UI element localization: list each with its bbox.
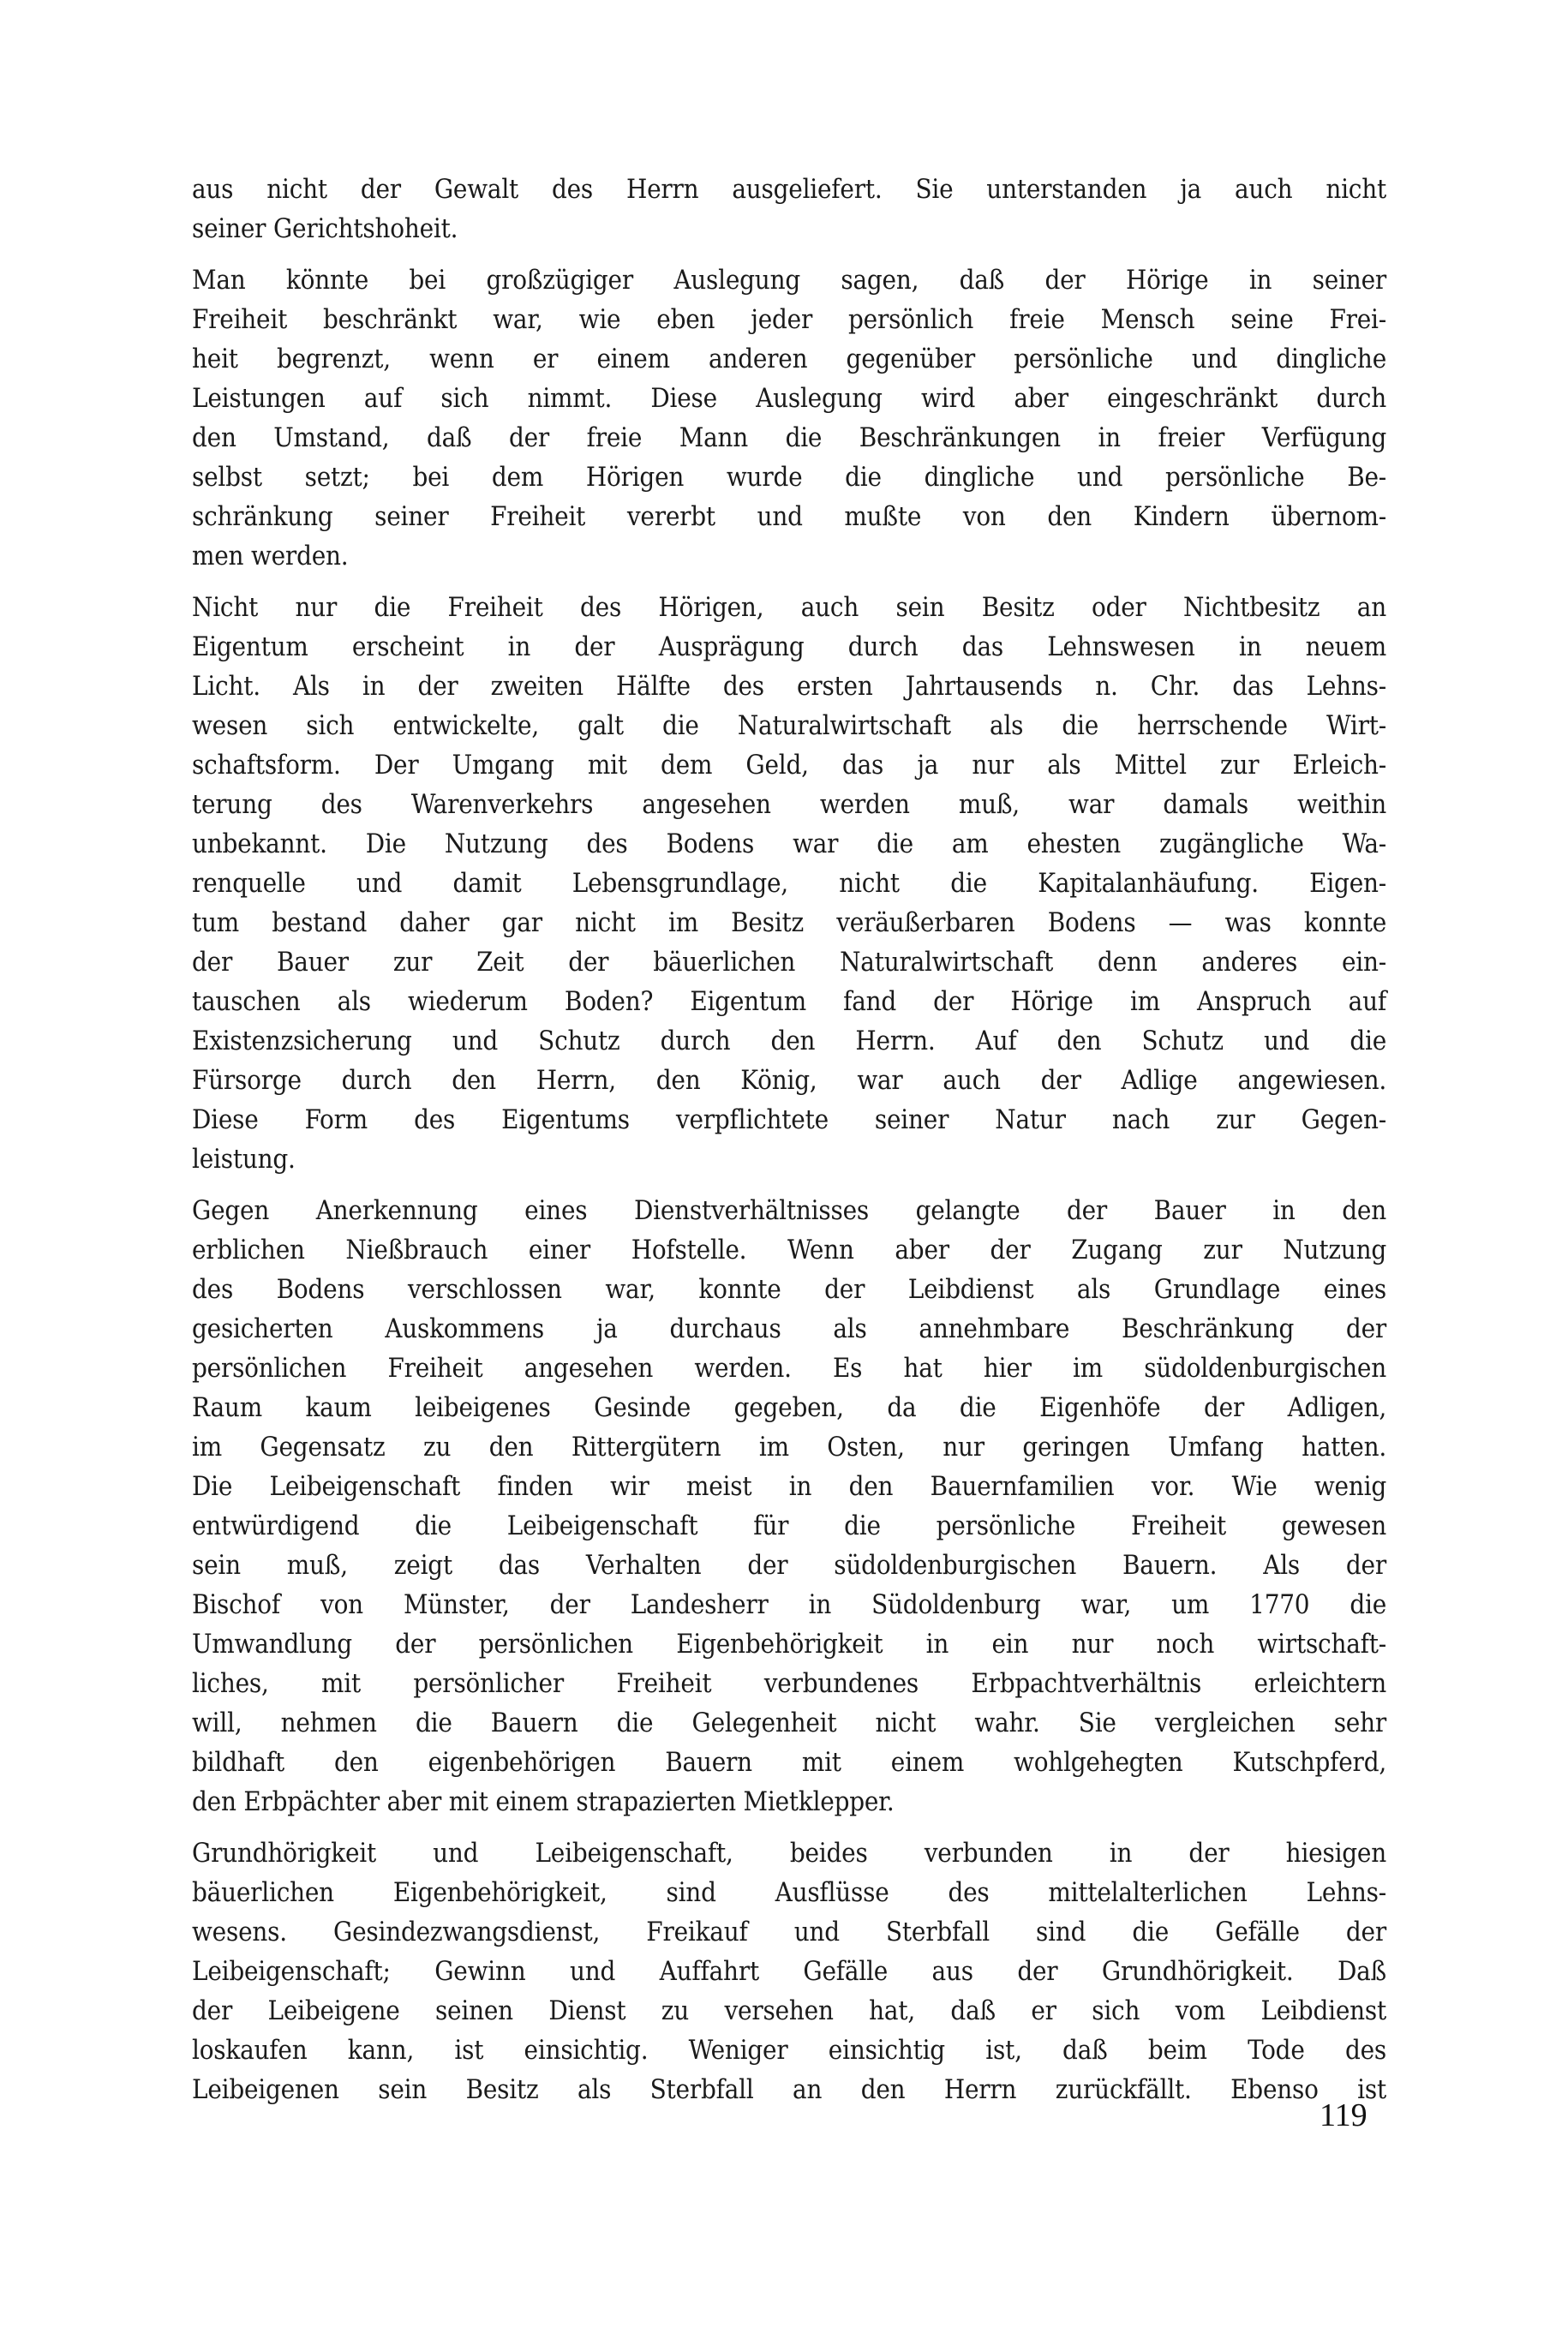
text-line: wesens. Gesindezwangsdienst, Freikauf und Sterbfall sind die Gefälle der [192,1917,1386,1947]
text-line: Umwandlung der persönlichen Eigenbehörigkeit in ein nur noch wirtschaft- [192,1629,1386,1660]
text-line: schränkung seiner Freiheit vererbt und mußte von den Kindern übernom- [192,501,1386,532]
paragraph-4 [192,1191,1386,1822]
text-line: Freiheit beschränkt war, wie eben jeder persönlich freie Mensch seine Frei- [192,304,1386,335]
text-line: gesicherten Auskommens ja durchaus als annehmbare Beschränkung der [192,1313,1386,1344]
text-line: Licht. Als in der zweiten Hälfte des ersten Jahrtausends n. Chr. das Lehns- [192,671,1386,702]
text-line: seiner Gerichtshoheit. [192,213,458,244]
text-line: wesen sich entwickelte, galt die Naturalwirtschaft als die herrschende Wirt- [192,710,1386,741]
text-line: Nicht nur die Freiheit des Hörigen, auch sein Besitz oder Nichtbesitz an [192,592,1386,623]
paragraph-1 [192,170,1386,248]
text-line: bäuerlichen Eigenbehörigkeit, sind Ausflüsse des mittelalterlichen Lehns- [192,1877,1386,1908]
text-line: will, nehmen die Bauern die Gelegenheit nicht wahr. Sie vergleichen sehr [192,1708,1386,1738]
text-line: Leistungen auf sich nimmt. Diese Auslegung wird aber eingeschränkt durch [192,383,1386,414]
text-line: sein muß, zeigt das Verhalten der südoldenburgischen Bauern. Als der [192,1550,1386,1581]
text-line: loskaufen kann, ist einsichtig. Weniger einsichtig ist, daß beim Tode des [192,2035,1386,2066]
text-line: den Erbpächter aber mit einem strapazierten Mietklepper. [192,1786,895,1817]
text-line: tum bestand daher gar nicht im Besitz veräußerbaren Bodens — was konnte [192,907,1386,938]
text-line: tauschen als wiederum Boden? Eigentum fand der Hörige im Anspruch auf [192,986,1386,1017]
text-line: Leibeigenschaft; Gewinn und Auffahrt Gefälle aus der Grundhörigkeit. Daß [192,1956,1386,1987]
text-line: selbst setzt; bei dem Hörigen wurde die dingliche und persönliche Be- [192,462,1386,493]
book-page-body [192,170,1386,2121]
text-line: persönlichen Freiheit angesehen werden. Es hat hier im südoldenburgischen [192,1353,1386,1384]
text-line: der Bauer zur Zeit der bäuerlichen Naturalwirtschaft denn anderes ein- [192,947,1386,978]
text-line: des Bodens verschlossen war, konnte der Leibdienst als Grundlage eines [192,1274,1386,1305]
text-line: liches, mit persönlicher Freiheit verbundenes Erbpachtverhältnis erleichtern [192,1668,1386,1699]
text-line: Raum kaum leibeigenes Gesinde gegeben, da die Eigenhöfe der Adligen, [192,1392,1386,1423]
text-line: bildhaft den eigenbehörigen Bauern mit einem wohlgehegten Kutschpferd, [192,1747,1386,1778]
text-line: unbekannt. Die Nutzung des Bodens war die am ehesten zugängliche Wa- [192,829,1386,859]
text-line: Fürsorge durch den Herrn, den König, war auch der Adlige angewiesen. [192,1065,1386,1096]
text-line: terung des Warenverkehrs angesehen werden muß, war damals weithin [192,789,1386,820]
text-line: Leibeigenen sein Besitz als Sterbfall an den Herrn zurückfällt. Ebenso ist [192,2074,1386,2105]
text-line: Eigentum erscheint in der Ausprägung durch das Lehnswesen in neuem [192,631,1386,662]
page-number: 119 [1320,2097,1368,2133]
text-line: renquelle und damit Lebensgrundlage, nicht die Kapitalanhäufung. Eigen- [192,868,1386,899]
paragraph-2 [192,260,1386,576]
text-line: Grundhörigkeit und Leibeigenschaft, beides verbunden in der hiesigen [192,1838,1386,1869]
text-line: schaftsform. Der Umgang mit dem Geld, das ja nur als Mittel zur Erleich- [192,750,1386,781]
text-line: Existenzsicherung und Schutz durch den Herrn. Auf den Schutz und die [192,1026,1386,1056]
text-line: der Leibeigene seinen Dienst zu versehen hat, daß er sich vom Leibdienst [192,1995,1386,2026]
text-line: den Umstand, daß der freie Mann die Beschränkungen in freier Verfügung [192,422,1386,453]
text-line: men werden. [192,541,349,571]
text-line: erblichen Nießbrauch einer Hofstelle. Wenn aber der Zugang zur Nutzung [192,1235,1386,1265]
text-line: Gegen Anerkennung eines Dienstverhältnisses gelangte der Bauer in den [192,1195,1386,1226]
text-line: Die Leibeigenschaft finden wir meist in den Bauernfamilien vor. Wie wenig [192,1471,1386,1502]
text-line: leistung. [192,1144,296,1175]
text-line: Man könnte bei großzügiger Auslegung sagen, daß der Hörige in seiner [192,265,1386,296]
text-line: Bischof von Münster, der Landesherr in Südoldenburg war, um 1770 die [192,1589,1386,1620]
text-line: entwürdigend die Leibeigenschaft für die persönliche Freiheit gewesen [192,1510,1386,1541]
paragraph-5 [192,1833,1386,2109]
text-line: im Gegensatz zu den Rittergütern im Osten, nur geringen Umfang hatten. [192,1432,1386,1463]
text-line: heit begrenzt, wenn er einem anderen gegenüber persönliche und dingliche [192,344,1386,374]
paragraph-3 [192,588,1386,1179]
text-line: aus nicht der Gewalt des Herrn ausgeliefert. Sie unterstanden ja auch nicht [192,174,1386,205]
text-line: Diese Form des Eigentums verpflichtete seiner Natur nach zur Gegen- [192,1104,1386,1135]
